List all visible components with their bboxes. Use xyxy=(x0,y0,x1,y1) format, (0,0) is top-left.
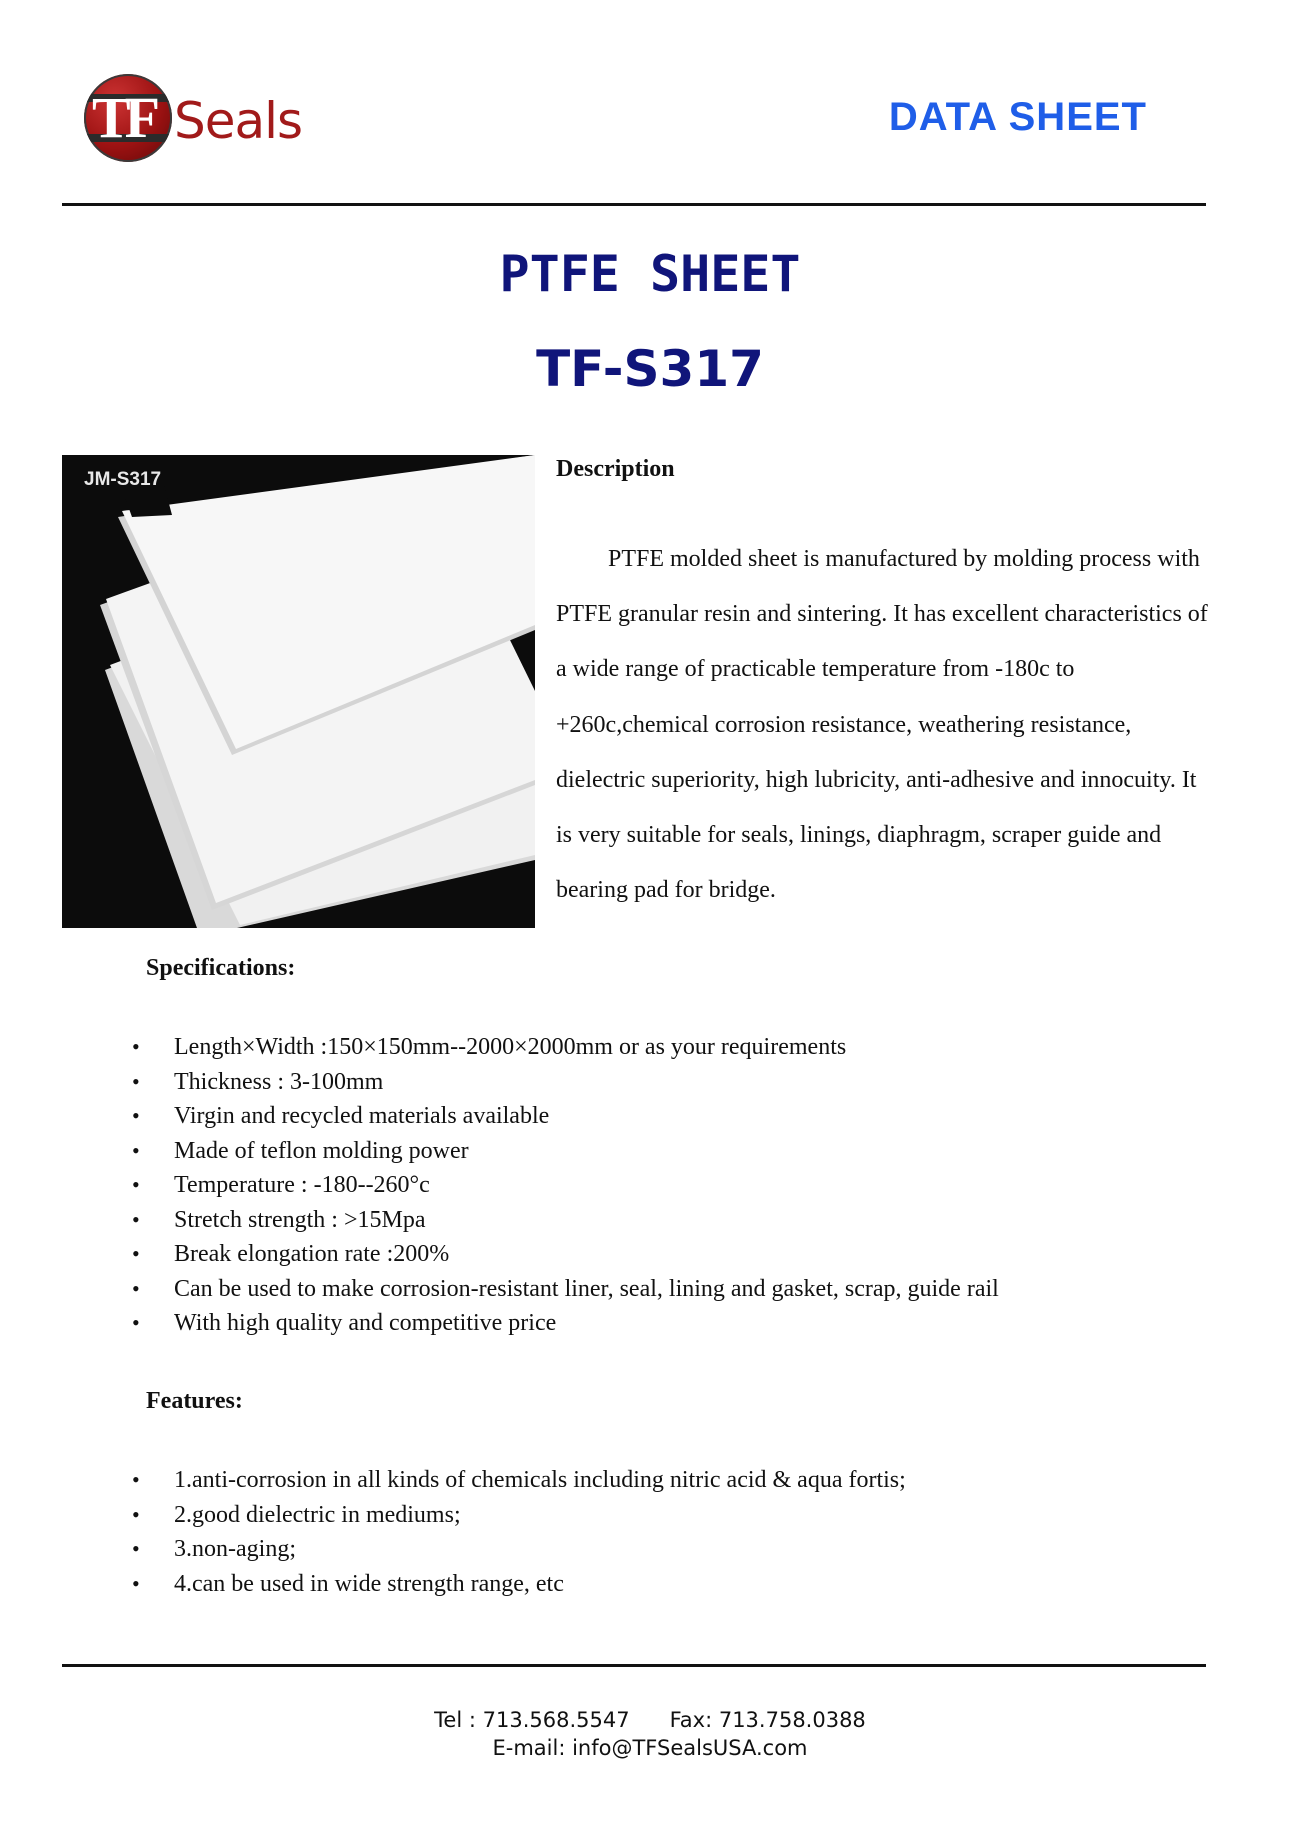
ptfe-sheets-illustration xyxy=(62,455,535,928)
list-item: • Length×Width :150×150mm--2000×2000mm or as your requirements xyxy=(130,1030,999,1065)
list-item: • 4.can be used in wide strength range, etc xyxy=(130,1567,906,1602)
list-item: • Can be used to make corrosion-resistant liner, seal, lining and gasket, scrap, guide rail xyxy=(130,1272,999,1307)
list-item: • Break elongation rate :200% xyxy=(130,1237,999,1272)
logo-wordmark: Seals xyxy=(174,92,303,150)
photo-label: JM-S317 xyxy=(84,469,162,490)
features-list xyxy=(130,1463,906,1601)
list-item: • Made of teflon molding power xyxy=(130,1134,999,1169)
list-item: • Thickness : 3-100mm xyxy=(130,1065,999,1100)
footer-contact-line xyxy=(0,1708,1300,1732)
footer-tel: Tel : 713.568.5547 xyxy=(434,1708,630,1732)
features-heading: Features: xyxy=(146,1388,243,1414)
list-item: • 3.non-aging; xyxy=(130,1532,906,1567)
specifications-heading: Specifications: xyxy=(146,955,296,981)
list-item: • 1.anti-corrosion in all kinds of chemicals including nitric acid & aqua fortis; xyxy=(130,1463,906,1498)
product-code: TF-S317 xyxy=(536,340,764,398)
description-heading: Description xyxy=(556,456,675,482)
footer-divider xyxy=(62,1664,1206,1667)
logo-mark xyxy=(84,74,172,162)
list-item: • 2.good dielectric in mediums; xyxy=(130,1498,906,1533)
header-divider xyxy=(62,203,1206,206)
product-title: PTFE SHEET xyxy=(499,245,801,303)
description-text: PTFE molded sheet is manufactured by molding process with PTFE granular resin and sintering. It has excellent characteristics of a wide range of practicable temperature from -180c to +260c,chemical corrosion resistance, weathering resistance, dielectric superiority, high lubricity, anti-adhesive and innocuity. It is very suitable for seals, linings, diaphragm, scraper guide and bearing pad for bridge. xyxy=(556,546,1208,904)
product-photo xyxy=(62,455,535,928)
list-item: • Virgin and recycled materials available xyxy=(130,1099,999,1134)
document-type-label: DATA SHEET xyxy=(888,95,1147,139)
list-item: • Temperature : -180--260°c xyxy=(130,1168,999,1203)
logo-mark-text: TF xyxy=(92,85,155,150)
specifications-list xyxy=(130,1030,999,1341)
footer-fax: Fax: 713.758.0388 xyxy=(669,1708,866,1732)
list-item: • With high quality and competitive price xyxy=(130,1306,999,1341)
list-item: • Stretch strength : >15Mpa xyxy=(130,1203,999,1238)
footer-email: E-mail: info@TFSealsUSA.com xyxy=(492,1736,808,1760)
company-logo xyxy=(84,74,324,164)
